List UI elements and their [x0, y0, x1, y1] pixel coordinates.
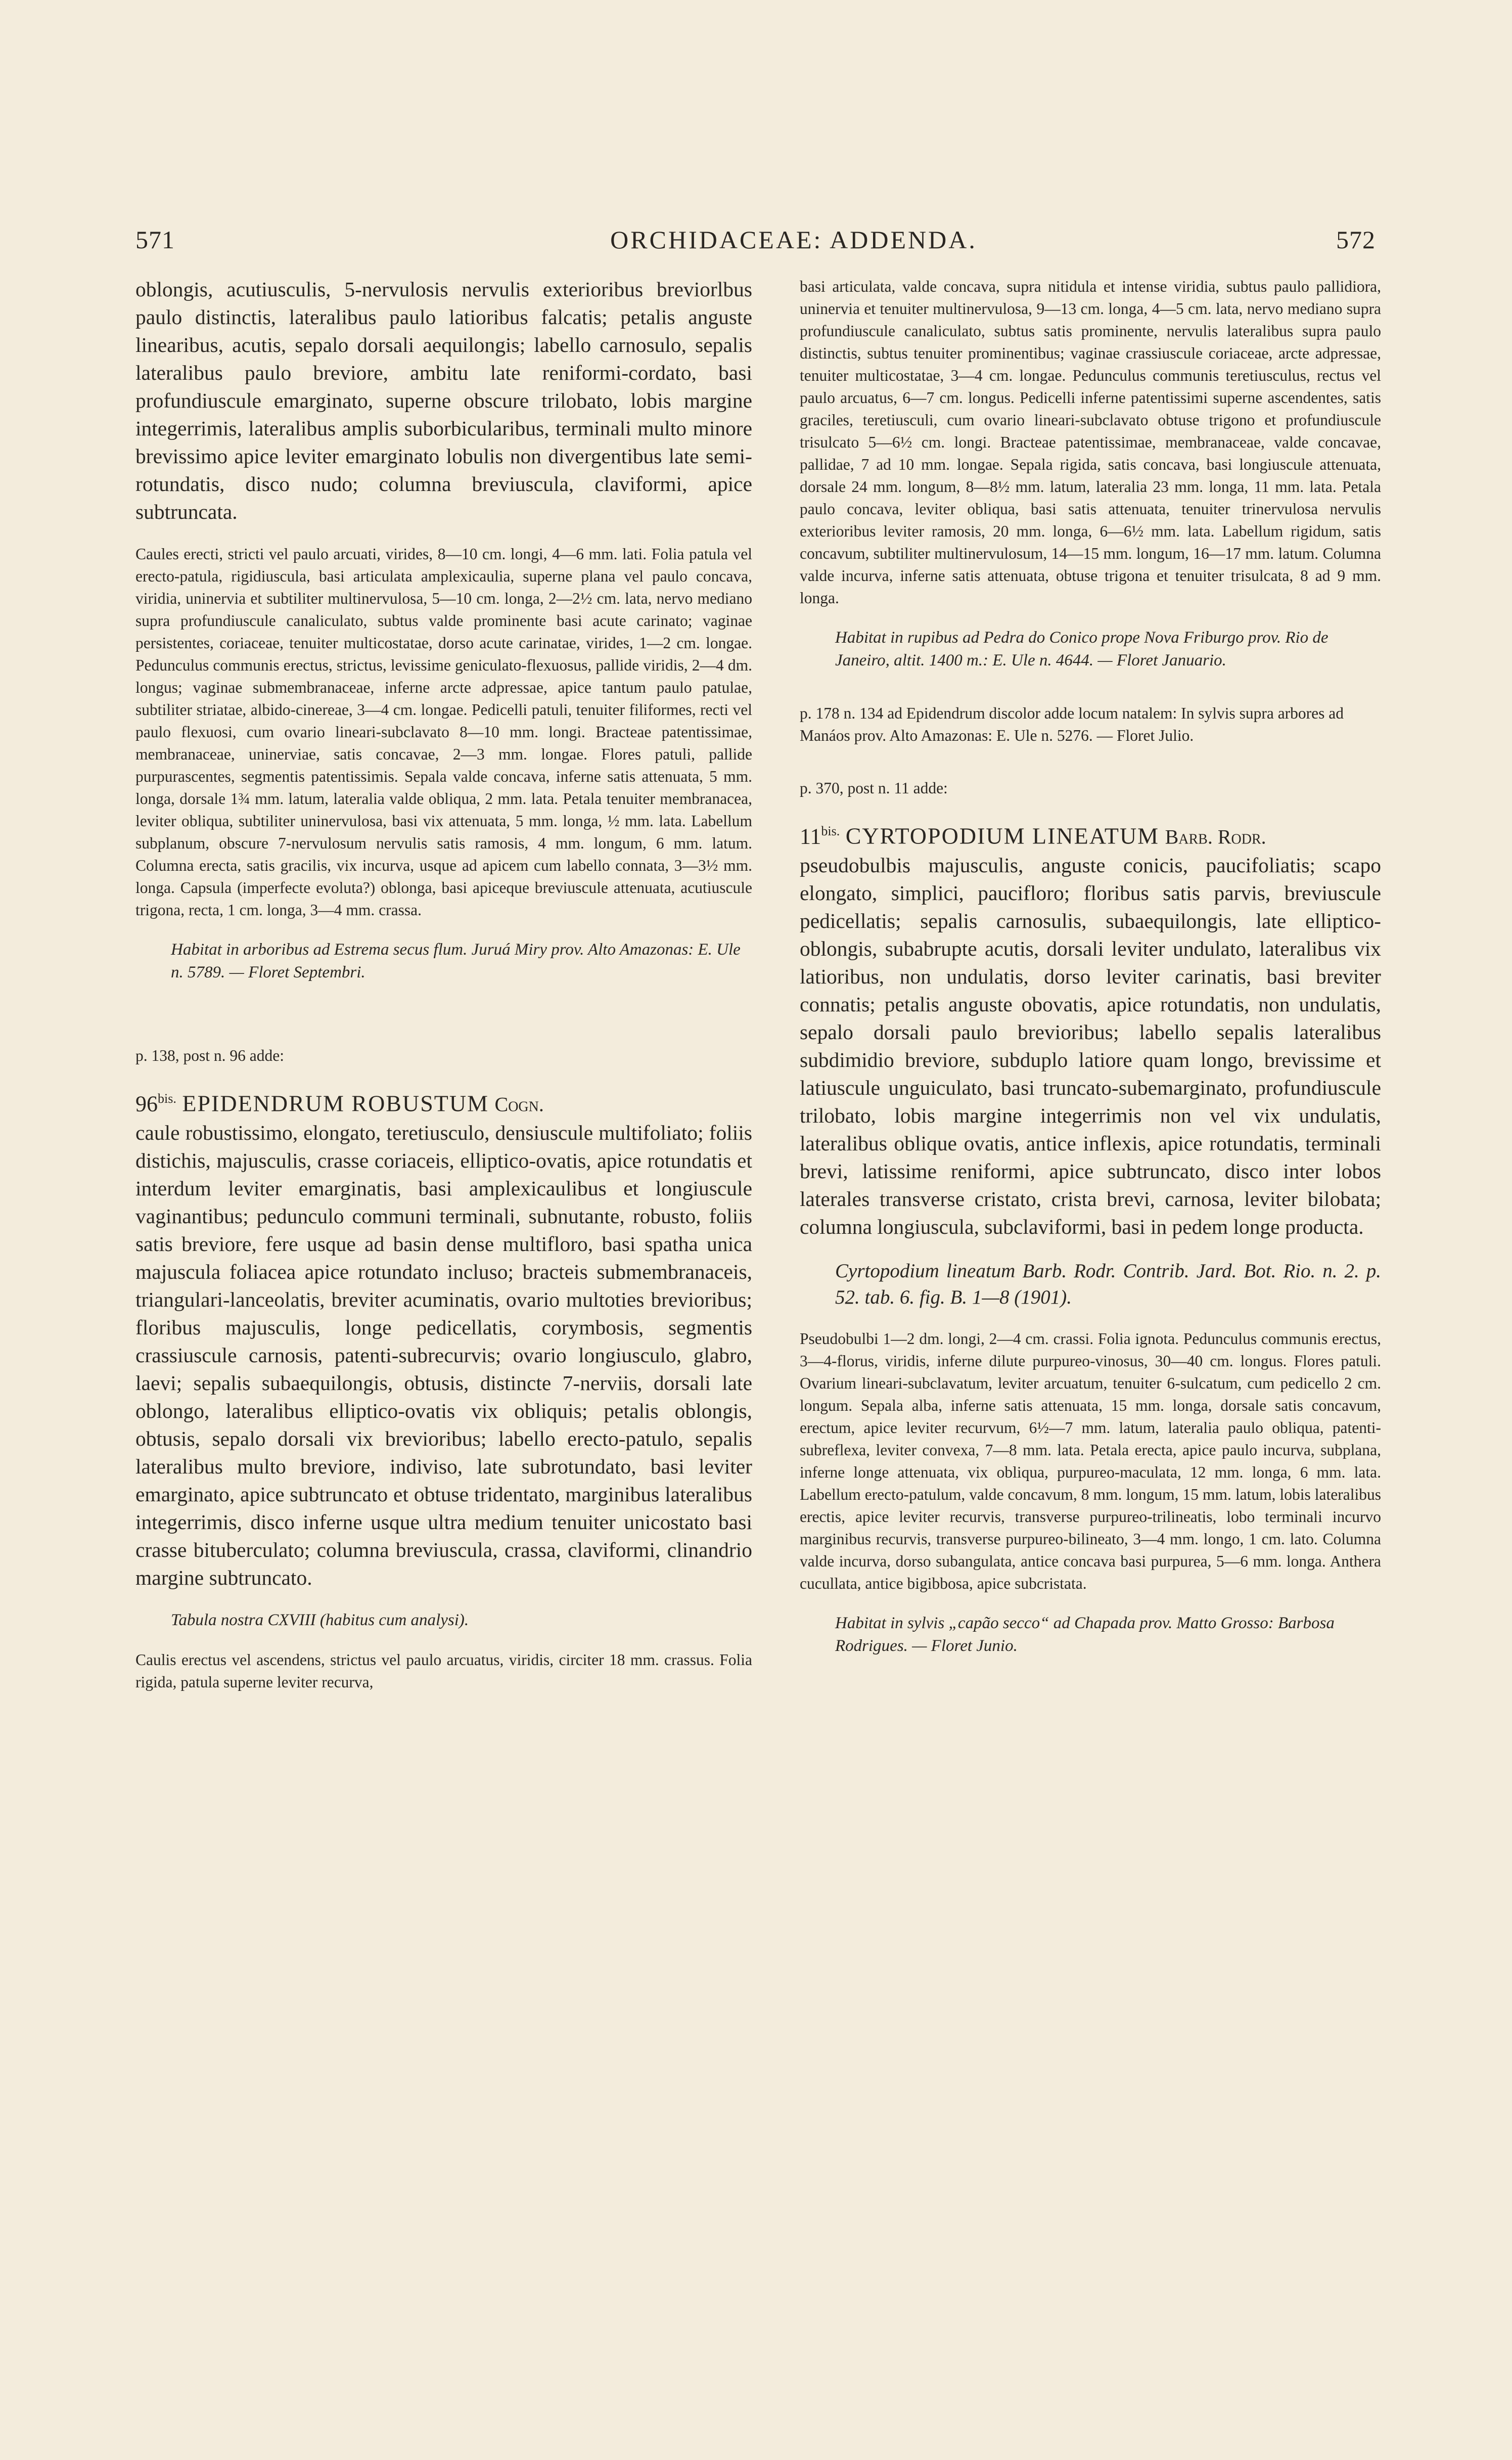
species-description: Pseudobulbi 1—2 dm. longi, 2—4 cm. crassi. Folia ignota. Pedunculus communis erectus, 3—4-florus, viridis, inferne dilute purpureo-vinosus, 30—40 cm. longus. Flores patuli. Ovarium lineari-subclavatum, leviter arcuatum, tenuiter 6-sulcatum, cum pedicello 2 cm. longum. Sepala alba, inferne satis attenuata, 15 mm. longa, dorsale satis concavum, erectum, apice leviter recurvum, 6½—7 mm. latum, lateralia paulo obliqua, patenti-subreflexa, leviter convexa, 7—8 mm. lata. Petala erecta, apice paulo incurva, subplana, inferne longe attenuata, vix obliqua, purpureo-maculata, 12 mm. longa, 6 mm. lata. Labellum erecto-patulum, valde concavum, 8 mm. longum, 15 mm. latum, lobis lateralibus erectis, apice leviter recurvis, transverse purpureo-trilineatis, lobo terminali incurvo marginibus recurvis, transverse purpureo-bilineato, 3—4 mm. longo, 1 cm. lato. Columna valde incurva, dorso subangulata, antice concava basi purpurea, 5—6 mm. longa. Anthera cucullata, antice bigibbosa, apice subcristata. [800, 1330, 1381, 1593]
running-title: ORCHIDACEAE: ADDENDA. [610, 226, 977, 254]
species-name: CYRTOPODIUM LINEATUM [845, 823, 1160, 849]
page-reference: p. 370, post n. 11 adde: [800, 779, 948, 797]
plate-reference: Tabula nostra CXVIII (habitus cum analysi). [171, 1611, 469, 1630]
species-heading [135, 1084, 752, 1119]
page-number-right: 572 [1336, 226, 1376, 254]
species-number-suffix: bis. [158, 1091, 176, 1106]
species-heading [800, 817, 1381, 852]
left-column [135, 276, 752, 1693]
description-continued: basi articulata, valde concava, supra nitidula et intense viridia, subtus paulo pallidiora, uninervia et tenuiter multinervulosa, 9—13 cm. longa, 4—5 cm. lata, nervo mediano supra profundiuscule canaliculato, subtus satis prominente, nervulis lateralibus supra paulo distinctis, subtus tenuiter prominentibus; vaginae crassiuscule coriaceae, arcte adpressae, tenuiter multicostatae, 3—4 cm. longae. Pedunculus communis teretiusculus, rectus vel paulo arcuatus, 6—7 cm. longus. Pedicelli inferne patentissimi superne ascendentes, satis graciles, teretiusculi, cum ovario lineari-subclavato obtuse trigono et profundiuscule trisulcato 5—6½ cm. longi. Bracteae patentissimae, membranaceae, valde concavae, pallidae, 7 ad 10 mm. longae. Sepala rigida, satis concava, basi longiuscule attenuata, dorsale 24 mm. longum, 8—8½ mm. latum, lateralia 23 mm. longa, 11 mm. lata. Petala paulo concava, leviter obliqua, basi satis attenuata, tenuiter trinervulosa nervulis exterioribus leviter ramosis, 20 mm. longa, 6—6½ mm. lata. Labellum rigidum, satis concavum, subtiliter multinervulosum, 14—15 mm. longum, 16—17 mm. latum. Columna valde incurva, inferne satis attenuata, obtuse trigona et tenuiter trisulcata, 8 ad 9 mm. longa. [800, 278, 1381, 607]
literature-citation: Cyrtopodium lineatum Barb. Rodr. Contrib. Jard. Bot. Rio. n. 2. p. 52. tab. 6. fig. B. 1—8 (1901). [835, 1260, 1381, 1309]
species-diagnosis: caule robustissimo, elongato, teretiusculo, densiuscule multifoliato; foliis distichis, majusculis, crasse coriaceis, elliptico-ovatis, apice rotundatis et interdum leviter emarginatis, basi amplexicaulibus et longiuscule vaginantibus; pedunculo communi terminali, subnutante, robusto, foliis satis breviore, fere usque ad basin dense multifloro, basi spatha unica majuscula foliacea apice rotundato incluso; bracteis submembranaceis, triangulari-lanceolatis, breviter acuminatis, ovario multoties brevioribus; floribus majusculis, longe pedicellatis, corymbosis, segmentis crassiuscule carnosis, patenti-subrecurvis; ovario longiusculo, glabro, laevi; sepalis subaequilongis, obtusis, distincte 7-nerviis, dorsali late oblongo, lateralibus elliptico-ovatis vix obliquis; petalis oblongis, obtusis, sepalo dorsali vix brevioribus; labello erecto-patulo, sepalis lateralibus multo breviore, indiviso, late subrotundato, basi leviter emarginato, apice subtruncato et obtuse tridentato, marginibus lateralibus integerrimis, disco inferne usque ultra medium tenuiter unicostato basi crasse bituberculato; columna breviuscula, crassa, claviformi, clinandrio margine subtruncato. [135, 1121, 752, 1590]
habitat-note: Habitat in arboribus ad Estrema secus flum. Juruá Miry prov. Alto Amazonas: E. Ule n. 5789. — Floret Septembri. [171, 941, 741, 981]
species-number-suffix: bis. [821, 824, 840, 838]
page-number-left: 571 [135, 226, 175, 254]
species-author: Barb. Rodr. [1165, 825, 1266, 848]
species-number: 11 [800, 824, 821, 849]
species-diagnosis: pseudobulbis majusculis, anguste conicis, paucifoliatis; scapo elongato, simplici, paucifloro; floribus satis parvis, breviuscule pedicellatis; sepalis carnosulis, subaequilongis, late elliptico-oblongis, subabrupte acutis, dorsali leviter undulato, lateralibus vix latioribus, non undulatis, dorso leviter carinatis, basi breviter connatis; petalis anguste obovatis, apice rotundatis, non undulatis, sepalo dorsali paulo brevioribus; labello sepalis lateralibus subdimidio breviore, subduplo latiore quam longo, brevissime et latiuscule unguiculato, basi truncato-subemarginato, profundiuscule trilobato, lobis margine integerrimis non vel vix undulatis, lateralibus oblique ovatis, antice inflexis, apice rotundatis, terminali brevi, latissime reniformi, apice subtruncato, disco inter lobos laterales transverse cristato, crista brevi, carnosa, leviter bilobata; columna longiuscula, subclaviformi, basi in pedem longe producta. [800, 854, 1381, 1239]
page-reference: p. 138, post n. 96 adde: [135, 1047, 284, 1064]
habitat-note: Habitat in sylvis „capão secco“ ad Chapada prov. Matto Grosso: Barbosa Rodrigues. — Floret Junio. [835, 1614, 1335, 1656]
description-paragraph: oblongis, acutiusculis, 5-nervulosis nervulis exterioribus breviorlbus paulo distinctis, lateralibus paulo latioribus falcatis; petalis anguste linearibus, acutis, sepalo dorsali aequilongis; labello carnosulo, sepalis lateralibus paulo breviore, ambitu late reniformi-cordato, basi profundiuscule emarginato, superne obscure trilobato, lobis margine integerrimis, lateralibus amplis suborbicularibus, terminali multo minore brevissimo apice leviter emarginato lobulis non divergentibus late semi-rotundatis, disco nudo; columna breviuscula, claviformi, apice subtruncata. [135, 278, 752, 523]
species-author: Cogn. [494, 1093, 544, 1116]
species-name: EPIDENDRUM ROBUSTUM [182, 1090, 489, 1116]
right-column [800, 276, 1381, 1658]
habitat-note: Habitat in rupibus ad Pedra do Conico prope Nova Friburgo prov. Rio de Janeiro, altit. 1400 m.: E. Ule n. 4644. — Floret Januario. [835, 629, 1328, 669]
detailed-description: Caules erecti, stricti vel paulo arcuati, virides, 8—10 cm. longi, 4—6 mm. lati. Folia patula vel erecto-patula, rigidiuscula, basi articulata amplexicaulia, superne plana vel paulo concava, viridia, uninervia et subtiliter multinervulosa, 5—10 cm. longa, 2—2½ cm. lata, nervo mediano supra profundiuscule canaliculato, subtus valde prominente basi acute carinato; vaginae persistentes, coriaceae, tenuiter multicostatae, dorso acute carinatae, virides, 1—2 cm. longae. Pedunculus communis erectus, strictus, levissime geniculato-flexuosus, pallide viridis, 2—4 dm. longus; vaginae submembranaceae, inferne arcte adpressae, apice tantum paulo patulae, subtiliter striatae, albido-cinereae, 3—4 cm. longae. Pedicelli patuli, tenuiter filiformes, recti vel paulo flexuosi, cum ovario lineari-subclavato 8—10 mm. longi. Bracteae patentissimae, membranaceae, uninerviae, satis concavae, 2—3 mm. longae. Flores patuli, pallide purpurascentes, segmentis patentissimis. Sepala valde concava, inferne satis attenuata, 5 mm. longa, dorsale 1¾ mm. latum, lateralia valde obliqua, 2 mm. lata. Petala tenuiter membranacea, leviter obliqua, subtiliter uninervulosa, basi vix attenuata, 5 mm. longa, ½ mm. lata. Labellum subplanum, obscure 7-nervulosum nervulis satis ramosis, 4 mm. longum, 6 mm. latum. Columna erecta, satis gracilis, vix incurva, usque ad apicem cum labello connata, 3—3½ mm. longa. Capsula (imperfecte evoluta?) oblonga, basi apiceque breviuscule attenuata, acutiuscule trigona, recta, 1 cm. longa, 3—4 mm. crassa. [135, 545, 752, 919]
species-description: Caulis erectus vel ascendens, strictus vel paulo arcuatus, viridis, circiter 18 mm. crassus. Folia rigida, patula superne leviter recurva, [135, 1651, 752, 1691]
species-number: 96 [135, 1091, 158, 1116]
locality-addendum: p. 178 n. 134 ad Epidendrum discolor adde locum natalem: In sylvis supra arbores ad Manáos prov. Alto Amazonas: E. Ule n. 5276. — Floret Julio. [800, 704, 1344, 744]
